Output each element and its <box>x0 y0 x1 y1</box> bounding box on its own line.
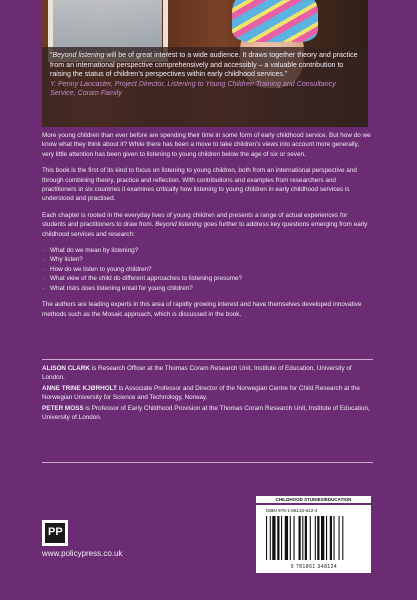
divider-top <box>42 359 373 360</box>
policy-press-logo-icon <box>42 520 68 546</box>
question-item: · How do we listen to young children? <box>42 265 372 274</box>
quote-box <box>42 47 368 127</box>
questions-list <box>42 246 372 293</box>
blurb-paragraph-1: More young children than ever before are spending their time in some form of early childhood service. But how do we know what they think about it? While there has been a move to take children’s views into account more generally, very little attention has been given to listening to young children below the age of six or seven. <box>42 132 371 158</box>
barcode-bars <box>266 516 364 560</box>
quote-attribution: Y. Penny Lancaster, Project Director, Listening to Young Children Training and Consultancy Service, Coram Family <box>50 79 336 97</box>
author-name: ALISON CLARK <box>42 365 90 372</box>
blurb-paragraph-3 <box>42 211 372 239</box>
author-bios <box>42 364 372 423</box>
author-bio <box>42 364 372 383</box>
author-name: PETER MOSS <box>42 404 84 412</box>
quote-text: “Beyond listening will be of great interest to a wide audience. It draws together theory and practice from an international perspective comprehensively and accessibly – a valuable contribution to raising the status of children’s perspectives within early childhood services.” <box>50 51 358 79</box>
author-bio-text: is Research Officer at the Thomas Coram Research Unit, Institute of Education, University of London. <box>42 365 352 382</box>
barcode-digits: 9 781861 348124 <box>290 564 338 570</box>
question-item: · What risks does listening entail for young children? <box>42 284 372 293</box>
author-bio <box>42 384 372 403</box>
author-bio <box>42 404 372 423</box>
publisher-website[interactable]: www.policypress.co.uk <box>42 549 123 558</box>
question-item: · What view of the child do different approaches to listening presume? <box>42 274 372 283</box>
child-hat <box>232 0 318 42</box>
author-bio-text: is Professor of Early Childhood Provision at the Thomas Coram Research Unit, Institute of Education, University of London. <box>42 404 370 422</box>
blurb-paragraph-2: This book is the first of its kind to focus on listening to young children, both from an international perspective and through combining theory, practice and reflection. With contributions and examples from researchers and practitioners in six countries it examines critically how listening to young children in early childhood services is understood and practised. <box>42 167 357 203</box>
question-item: · What do we mean by listening? <box>42 246 372 255</box>
divider-bottom <box>42 462 373 463</box>
blurb <box>42 131 372 326</box>
logo-letters: PP <box>48 526 63 538</box>
quote-title: Beyond listening <box>52 51 105 59</box>
isbn-text: ISBN 978-1-86134-612-4 <box>266 508 318 513</box>
p3-before: Each chapter is rooted in the everyday lives of young children and presents a range of actual experiences for students and practitioners to draw from. <box>42 211 348 229</box>
category-label: CHILDHOOD STUDIES/EDUCATION <box>256 496 371 503</box>
author-bio-text: is Associate Professor and Director of the Norwegian Centre for Child Research at the Norwegian University for Science and Technology, Norway. <box>42 384 360 402</box>
p3-after: goes further to address key questions emerging from early childhood services and research: <box>42 221 368 238</box>
p3-title: Beyond listening <box>155 221 202 229</box>
barcode-box <box>256 505 371 573</box>
blurb-paragraph-4: The authors are leading experts in this area of rapidly growing interest and have themselves developed innovative methods such as the Mosaic approach, which is discussed in the book. <box>42 301 362 318</box>
quote-body: will be of great interest to a wide audience. It draws together theory and practice from an international perspective comprehensively and accessibly – a valuable contribution to raising the status of children’s perspectives within early childhood services.” <box>50 51 358 79</box>
question-item: · Why listen? <box>42 255 372 264</box>
author-name: ANNE TRINE KJØRHOLT <box>42 384 117 392</box>
